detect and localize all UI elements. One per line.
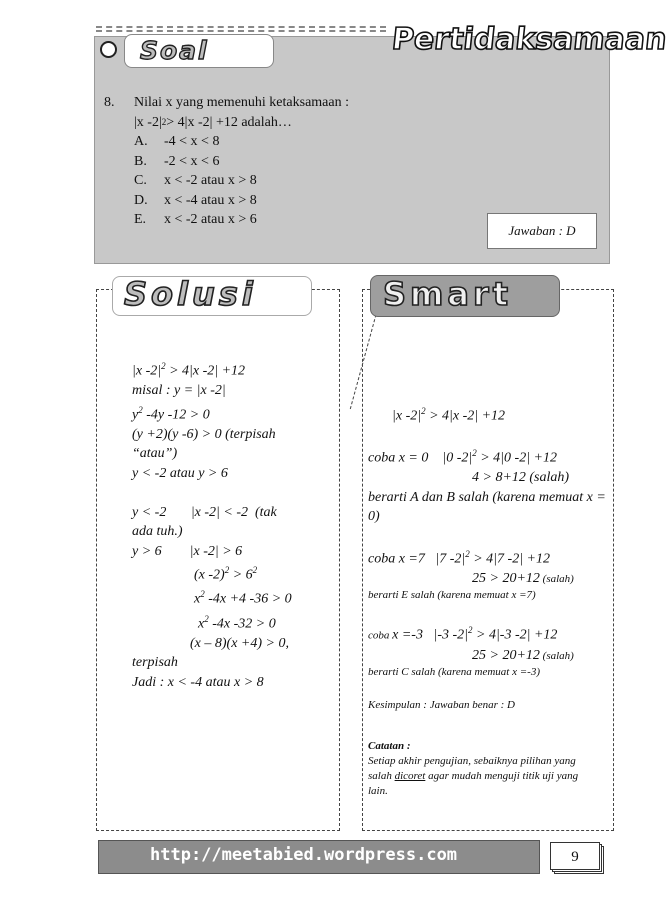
solusi-label: Solusi [124, 275, 257, 313]
trial-line: > 4|-3 -2| +12 [472, 628, 558, 644]
option-letter: C. [134, 173, 147, 188]
solusi-line: -4x +4 -36 > 0 [204, 592, 292, 608]
exponent: 2 [472, 448, 477, 459]
trial-line: > 4|7 -2| +12 [469, 551, 550, 567]
exponent: 2 [161, 361, 166, 371]
trial-line: coba x =7 |7 -2| [368, 551, 466, 567]
exponent: 2 [421, 406, 426, 416]
option-text: x < -2 atau x > 6 [164, 212, 257, 227]
option-letter: B. [134, 153, 147, 169]
option-a [104, 132, 349, 152]
header-dashes [96, 26, 386, 32]
trial-line: coba x = 0 |0 -2| [368, 450, 473, 466]
solusi-line: y [132, 407, 139, 423]
option-text: -2 < x < 6 [164, 153, 220, 169]
bullet-icon [100, 41, 117, 58]
solusi-line: x [198, 616, 205, 632]
solusi-line: |x -2| [132, 363, 162, 379]
smart-equation: |x -2| [392, 408, 422, 424]
trial-conclusion: berarti E salah (karena memuat x =7) [368, 589, 536, 602]
option-e [104, 210, 349, 230]
option-letter: A. [134, 134, 148, 149]
option-b [104, 152, 349, 172]
solusi-line: ada tuh.) [132, 524, 183, 540]
option-text: x < -4 atau x > 8 [164, 192, 257, 208]
trial-line: x =-3 |-3 -2| [392, 628, 468, 644]
option-letter: D. [134, 192, 148, 208]
solusi-line: “atau”) [132, 446, 178, 462]
option-text: x < -2 atau x > 8 [164, 173, 257, 188]
solusi-line: y > 6 |x -2| > 6 [132, 543, 243, 559]
option-d [104, 191, 349, 211]
question-expression-rest: > 4|x -2| +12 adalah… [166, 114, 292, 130]
solusi-line: y < -2 atau y > 6 [132, 465, 228, 481]
question-expression: |x -2| [134, 114, 162, 130]
smart-label: Smart [383, 275, 513, 313]
trial-conclusion: berarti C salah (karena memuat x =-3) [368, 666, 540, 679]
page-number: 9 [571, 848, 579, 865]
solusi-line: terpisah [132, 655, 178, 671]
note-text [368, 754, 600, 799]
question-text: Nilai x yang memenuhi ketaksamaan : [134, 95, 349, 110]
smart-equation: > 4|x -2| +12 [425, 408, 506, 424]
option-c [104, 171, 349, 191]
solusi-line: (y +2)(y -6) > 0 (terpisah [132, 426, 276, 442]
option-letter: E. [134, 212, 147, 227]
note-title: Catatan : [368, 740, 411, 753]
answer-box: Jawaban : D [487, 213, 597, 249]
trial-conclusion: berarti A dan B salah (karena memuat x = 0) [368, 489, 606, 525]
solusi-line: > 6 [229, 567, 253, 583]
solusi-line: > 4|x -2| +12 [165, 363, 246, 379]
exponent: 2 [200, 589, 205, 600]
solusi-line: -4x -32 > 0 [208, 616, 276, 632]
trial-result-note: (salah) [539, 572, 574, 585]
exponent: 2 [252, 565, 258, 576]
smart-content [368, 402, 612, 799]
exponent: 2 [204, 613, 209, 624]
note-text-b: agar mudah menguji titik uji yang lain. [368, 770, 579, 798]
question-block [104, 93, 349, 230]
exponent: 2 [161, 116, 167, 127]
question-number: 8. [104, 95, 115, 110]
note-underlined: dicoret [394, 770, 426, 783]
option-text: -4 < x < 8 [164, 134, 220, 149]
solusi-line: (x -2) [194, 567, 225, 583]
solusi-line: x [194, 592, 201, 608]
trial-line: coba [368, 630, 393, 643]
exponent: 2 [468, 625, 473, 636]
smart-conclusion: Kesimpulan : Jawaban benar : D [368, 699, 515, 712]
exponent: 2 [224, 565, 230, 576]
trial-result: 25 > 20+12 [472, 570, 540, 586]
soal-label: Soal [140, 36, 209, 65]
solusi-line: y < -2 |x -2| < -2 (tak [132, 504, 277, 520]
trial-result: 25 > 20+12 [472, 647, 540, 663]
solusi-content [132, 357, 328, 692]
footer-url[interactable]: http://meetabied.wordpress.com [150, 845, 458, 865]
solusi-line: -4y -12 > 0 [142, 407, 210, 423]
exponent: 2 [138, 404, 143, 415]
solusi-conclusion: Jadi : x < -4 atau x > 8 [132, 674, 264, 690]
trial-line: > 4|0 -2| +12 [476, 450, 557, 466]
note-text-a: Setiap akhir pengujian, sebaiknya pilihan yang salah [368, 755, 576, 783]
solusi-line: (x – 8)(x +4) > 0, [190, 635, 289, 651]
solusi-line: misal : y = |x -2| [132, 383, 226, 399]
trial-result: 4 > 8+12 (salah) [472, 470, 570, 486]
exponent: 2 [465, 548, 470, 559]
page-title: Pertidaksamaan [390, 22, 668, 57]
trial-result-note: (salah) [539, 649, 574, 662]
